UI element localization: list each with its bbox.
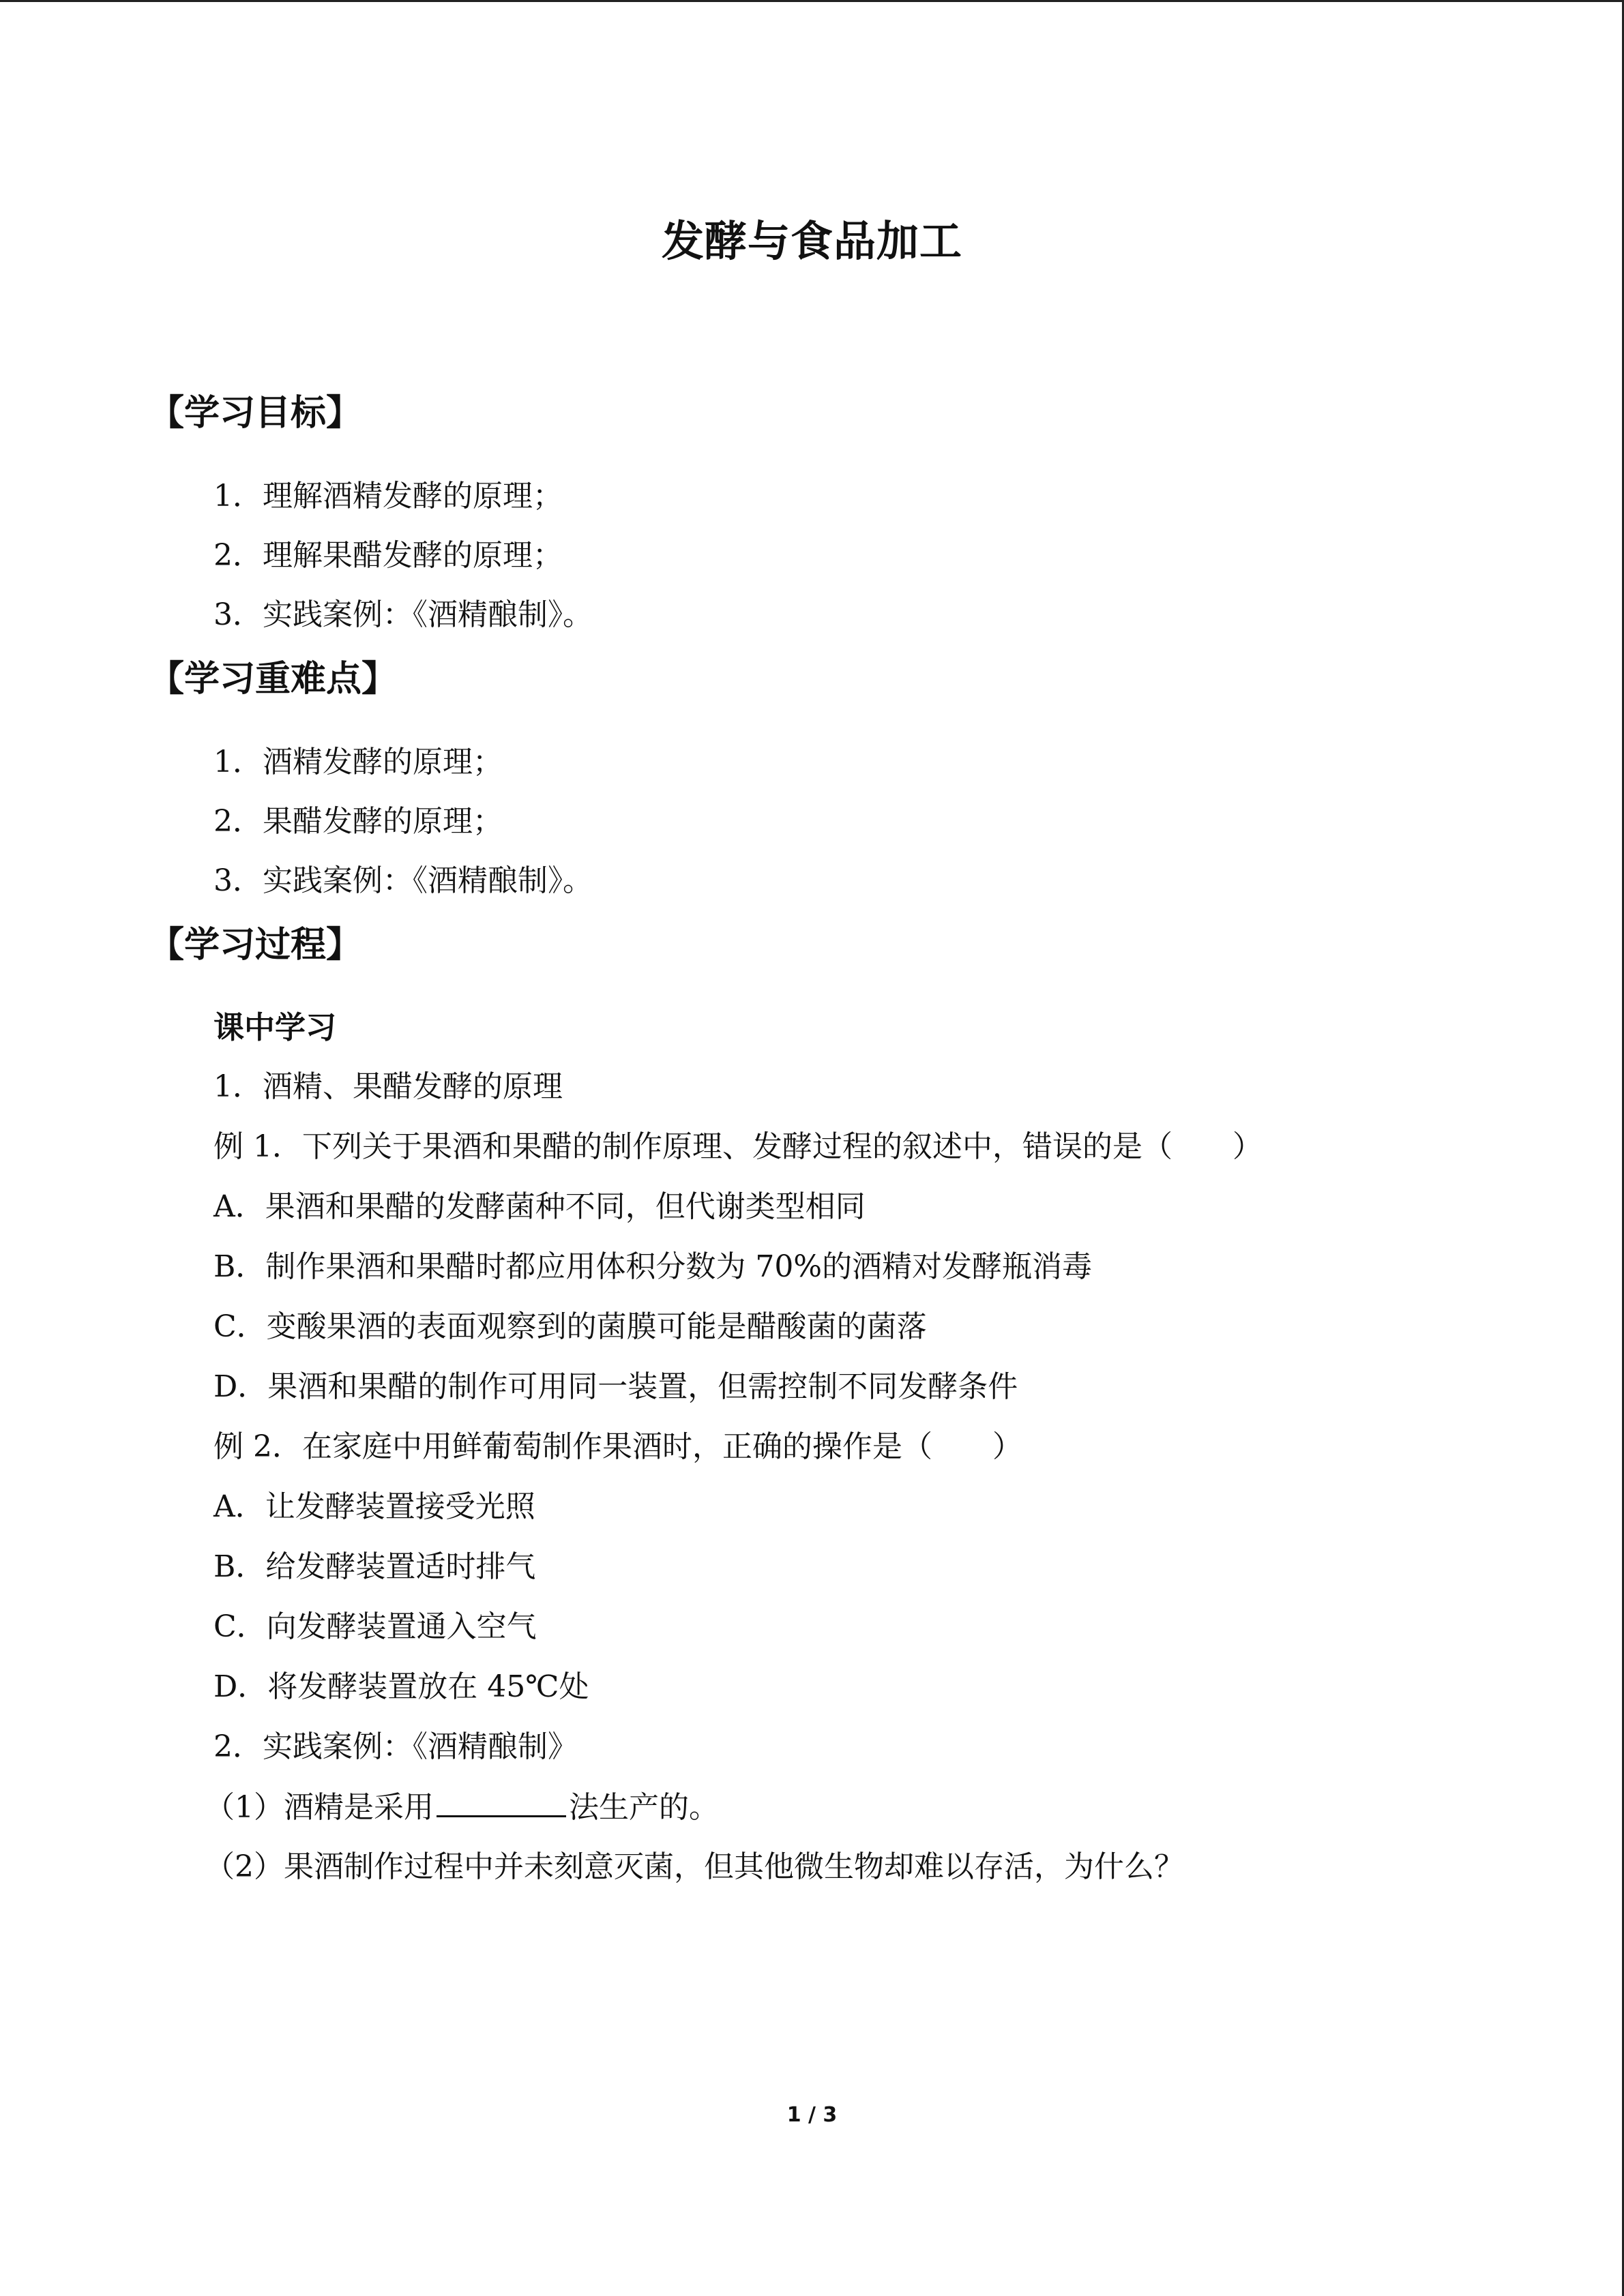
example-2-option-c: C．向发酵装置通入空气 xyxy=(213,1609,537,1644)
in-class-subheading: 课中学习 xyxy=(213,1009,337,1045)
example-1-option-d: D．果酒和果醋的制作可用同一装置，但需控制不同发酵条件 xyxy=(213,1369,1018,1404)
example-1-option-a: A．果酒和果醋的发酵菌种不同，但代谢类型相同 xyxy=(213,1189,866,1224)
key-point-item-2: 2．果醋发酵的原理； xyxy=(213,804,503,839)
objective-item-1: 1．理解酒精发酵的原理； xyxy=(213,479,563,513)
question-1-after: 法生产的。 xyxy=(569,1790,719,1825)
page-number: 1 / 3 xyxy=(786,2103,838,2127)
topic-1: 1．酒精、果醋发酵的原理 xyxy=(213,1069,563,1104)
example-2-option-a: A．让发酵装置接受光照 xyxy=(213,1489,535,1524)
key-point-item-1: 1．酒精发酵的原理； xyxy=(213,745,503,779)
objective-item-3: 3．实践案例：《酒精酿制》。 xyxy=(213,597,593,632)
example-2-stem: 例 2．在家庭中用鲜葡萄制作果酒时，正确的操作是（ ） xyxy=(213,1429,1022,1464)
objective-item-2: 2．理解果醋发酵的原理； xyxy=(213,538,563,573)
document-title: 发酵与食品加工 xyxy=(661,216,962,266)
question-1 xyxy=(205,1788,719,1827)
example-2-option-d: D．将发酵装置放在 45℃处 xyxy=(213,1669,589,1704)
example-1-option-b: B．制作果酒和果醋时都应用体积分数为 70%的酒精对发酵瓶消毒 xyxy=(213,1249,1093,1284)
question-2: （2）果酒制作过程中并未刻意灭菌，但其他微生物却难以存活，为什么？ xyxy=(205,1849,1184,1884)
topic-2: 2．实践案例：《酒精酿制》 xyxy=(213,1729,578,1764)
example-2-option-b: B．给发酵装置适时排气 xyxy=(213,1549,536,1584)
example-1-stem: 例 1．下列关于果酒和果醋的制作原理、发酵过程的叙述中，错误的是（ ） xyxy=(213,1129,1263,1164)
key-point-item-3: 3．实践案例：《酒精酿制》。 xyxy=(213,863,593,898)
example-1-option-c: C．变酸果酒的表面观察到的菌膜可能是醋酸菌的菌落 xyxy=(213,1309,927,1344)
objectives-heading: 【学习目标】 xyxy=(149,393,362,434)
fill-in-blank[interactable] xyxy=(437,1788,566,1817)
process-heading: 【学习过程】 xyxy=(149,925,362,966)
key-points-heading: 【学习重难点】 xyxy=(149,659,398,700)
question-1-before: （1）酒精是采用 xyxy=(205,1790,434,1825)
